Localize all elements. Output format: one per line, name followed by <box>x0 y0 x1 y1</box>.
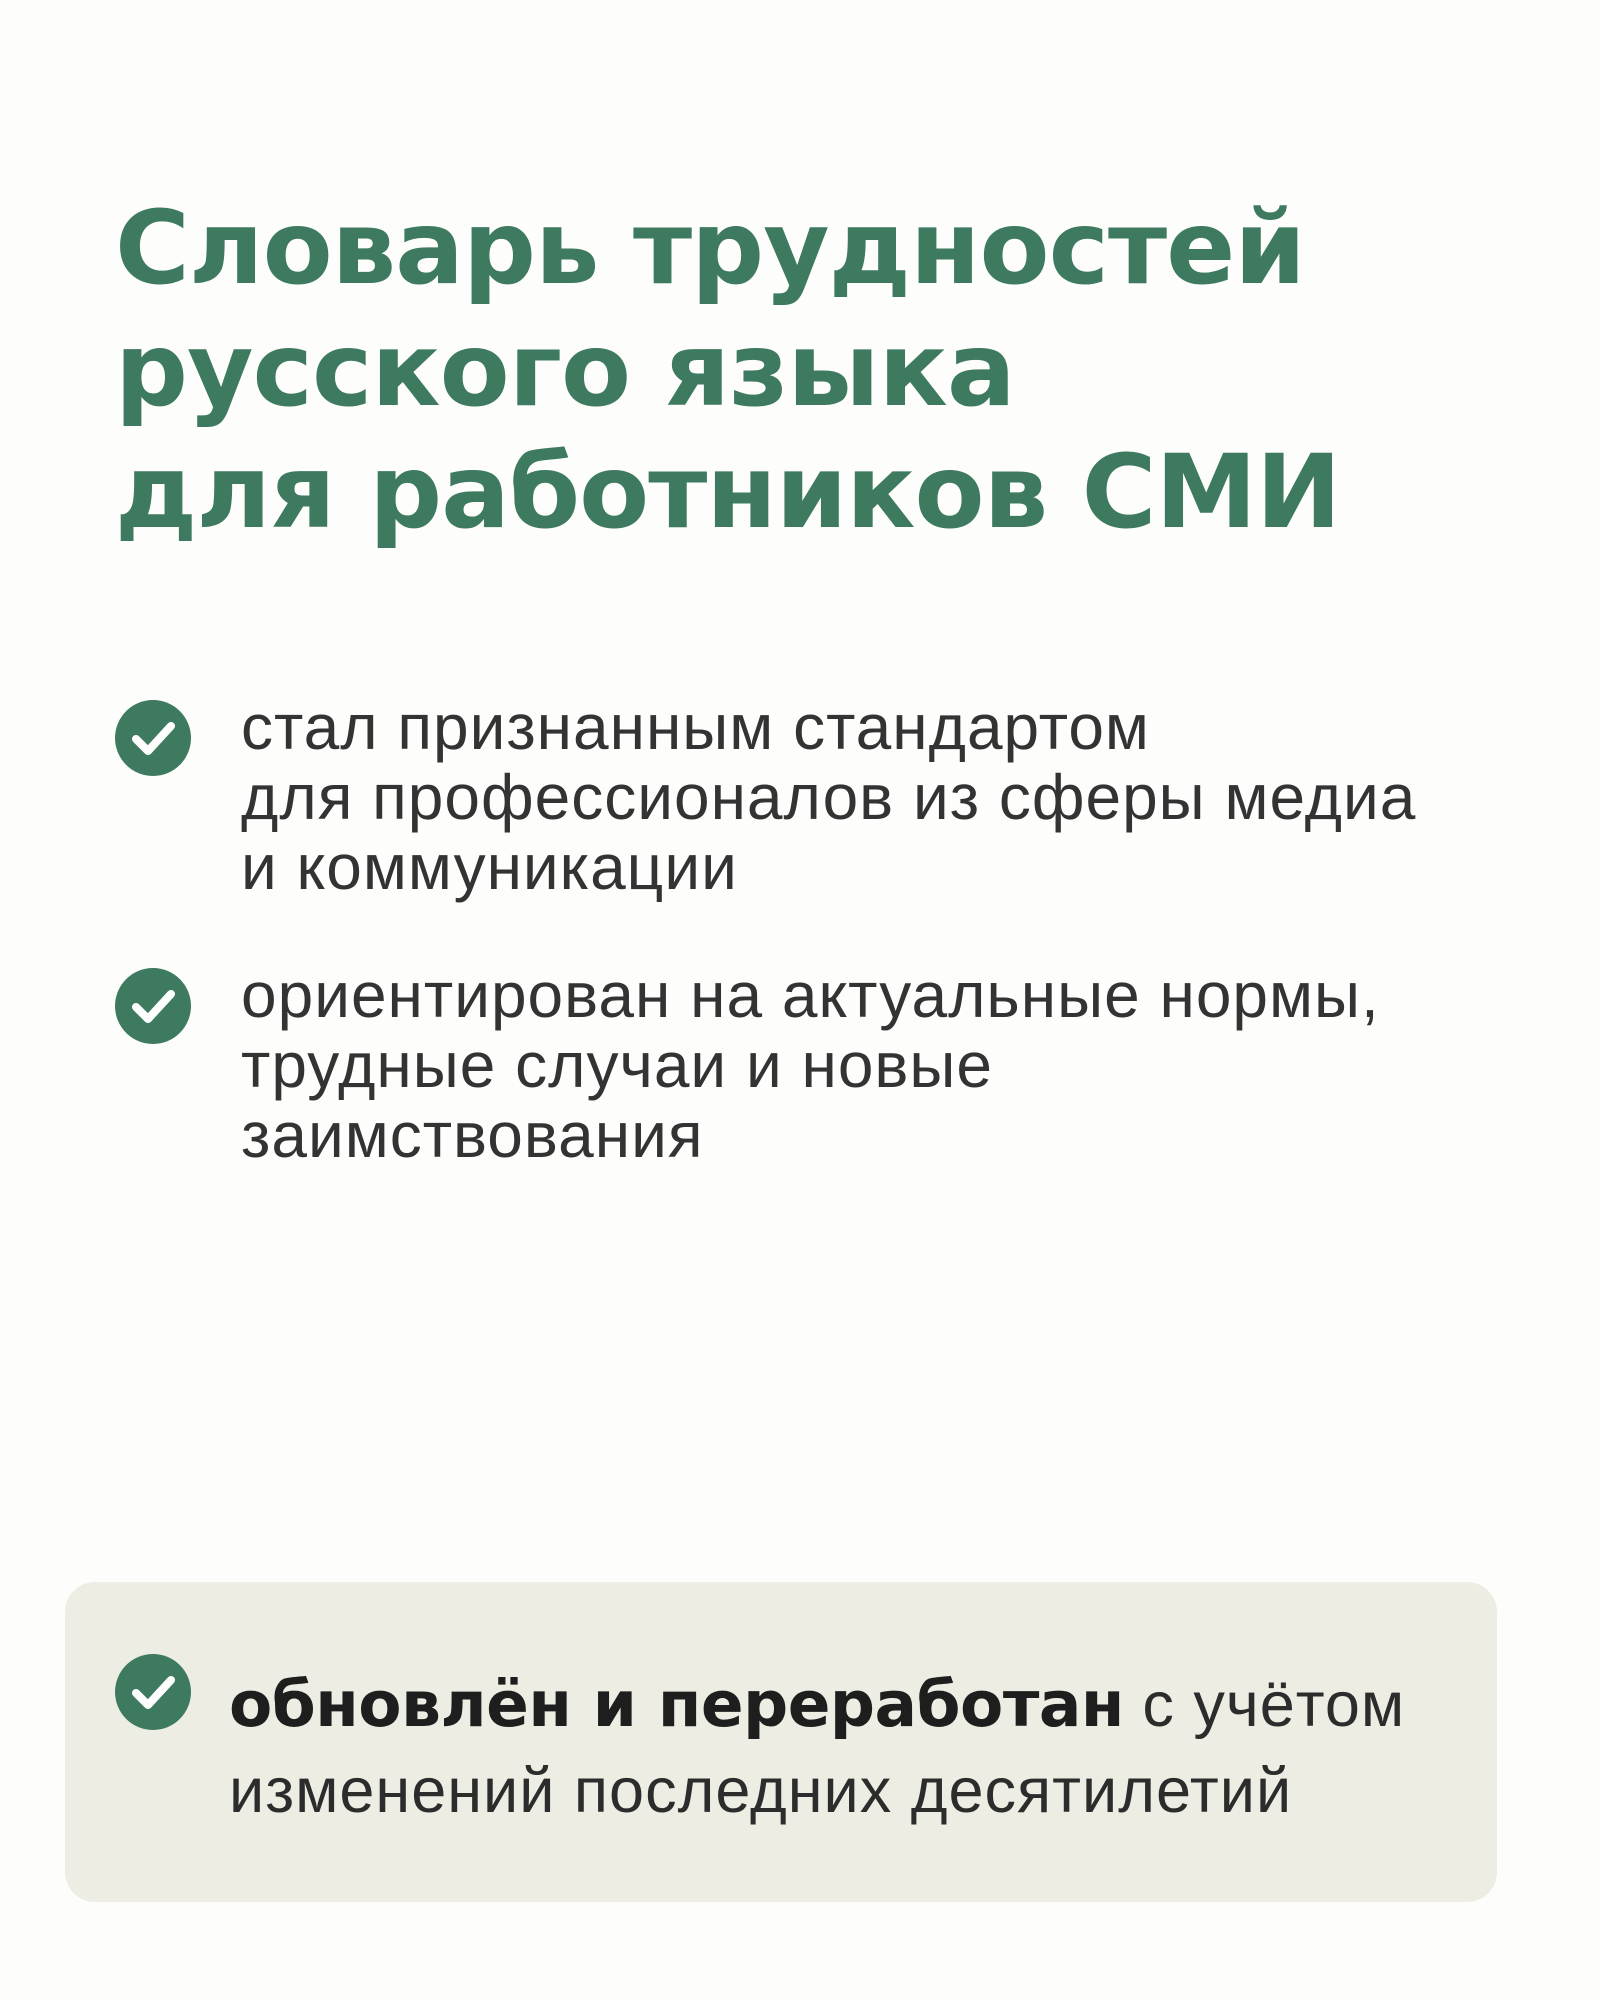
title-line: для работников СМИ <box>115 433 1341 552</box>
feature-line: ориентирован на актуальные нормы, <box>241 959 1380 1031</box>
feature-line: трудные случаи и новые <box>241 1029 993 1101</box>
title-line: русского языка <box>115 311 1015 430</box>
feature-line: стал признанным стандартом <box>241 691 1150 763</box>
check-circle-icon <box>115 968 191 1044</box>
callout-bold-text: обновлён и переработан <box>229 1668 1124 1741</box>
feature-line: для профессионалов из сферы медиа <box>241 761 1417 833</box>
callout-text <box>229 1662 1469 1834</box>
feature-line: заимствования <box>241 1099 704 1171</box>
callout-line <box>229 1662 1469 1748</box>
callout-line: изменений последних десятилетий <box>229 1756 1293 1826</box>
page-title <box>115 188 1515 554</box>
callout-rest-text: с учётом <box>1123 1670 1406 1740</box>
check-circle-icon <box>115 1654 191 1730</box>
feature-line: и коммуникации <box>241 831 738 903</box>
feature-text <box>241 960 1541 1170</box>
callout-box <box>65 1582 1497 1902</box>
feature-text <box>241 692 1541 902</box>
check-circle-icon <box>115 700 191 776</box>
title-line: Словарь трудностей <box>115 189 1305 308</box>
